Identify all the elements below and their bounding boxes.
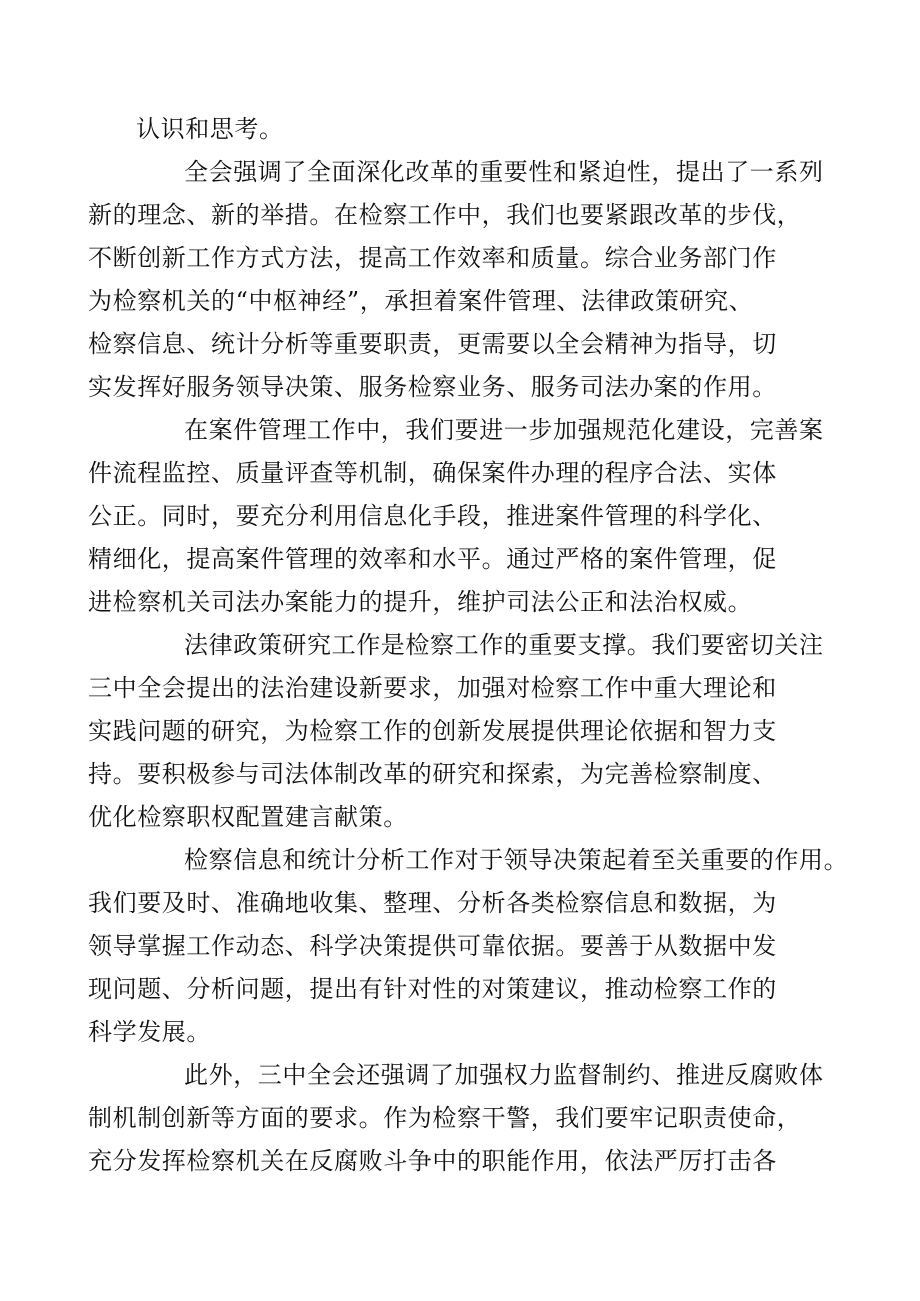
text-line: 精细化，提高案件管理的效率和水平。通过严格的案件管理，促	[88, 545, 777, 573]
text-line: 公正。同时，要充分利用信息化手段，推进案件管理的科学化、	[88, 502, 777, 530]
text-line: 实发挥好服务领导决策、服务检察业务、服务司法办案的作用。	[88, 373, 777, 401]
text-line: 制机制创新等方面的要求。作为检察干警，我们要牢记职责使命，	[88, 1104, 802, 1132]
text-line: 认识和思考。	[136, 115, 284, 143]
text-line: 现问题、分析问题，提出有针对性的对策建议，推动检察工作的	[88, 975, 777, 1003]
paragraph-6	[88, 1054, 824, 1183]
text-line: 领导掌握工作动态、科学决策提供可靠依据。要善于从数据中发	[88, 932, 777, 960]
text-line: 件流程监控、质量评查等机制，确保案件办理的程序合法、实体	[88, 459, 777, 487]
paragraph-1	[136, 108, 808, 151]
text-line: 充分发挥检察机关在反腐败斗争中的职能作用，依法严厉打击各	[88, 1147, 777, 1175]
text-line: 科学发展。	[88, 1018, 211, 1046]
text-line: 三中全会提出的法治建设新要求，加强对检察工作中重大理论和	[88, 674, 777, 702]
text-line: 为检察机关的“中枢神经”，承担着案件管理、法律政策研究、	[88, 287, 754, 315]
paragraph-2	[88, 151, 824, 409]
text-line: 优化检察职权配置建言献策。	[88, 803, 408, 831]
text-line: 新的理念、新的举措。在检察工作中，我们也要紧跟改革的步伐，	[88, 201, 802, 229]
text-line: 不断创新工作方式方法，提高工作效率和质量。综合业务部门作	[88, 244, 777, 272]
text-line: 我们要及时、准确地收集、整理、分析各类检察信息和数据，为	[88, 889, 777, 917]
paragraph-5	[88, 839, 849, 1054]
body-text	[88, 108, 849, 1183]
text-line: 在案件管理工作中，我们要进一步加强规范化建设，完善案	[184, 416, 824, 444]
paragraph-3	[88, 409, 824, 624]
text-line: 实践问题的研究，为检察工作的创新发展提供理论依据和智力支	[88, 717, 777, 745]
text-line: 持。要积极参与司法体制改革的研究和探索，为完善检察制度、	[88, 760, 777, 788]
text-line: 进检察机关司法办案能力的提升，维护司法公正和法治权威。	[88, 588, 753, 616]
text-line: 此外，三中全会还强调了加强权力监督制约、推进反腐败体	[184, 1061, 824, 1089]
text-line: 法律政策研究工作是检察工作的重要支撑。我们要密切关注	[184, 631, 824, 659]
text-line: 全会强调了全面深化改革的重要性和紧迫性，提出了一系列	[184, 158, 824, 186]
paragraph-4	[88, 624, 824, 839]
text-line: 检察信息和统计分析工作对于领导决策起着至关重要的作用。	[184, 846, 849, 874]
text-line: 检察信息、统计分析等重要职责，更需要以全会精神为指导，切	[88, 330, 777, 358]
